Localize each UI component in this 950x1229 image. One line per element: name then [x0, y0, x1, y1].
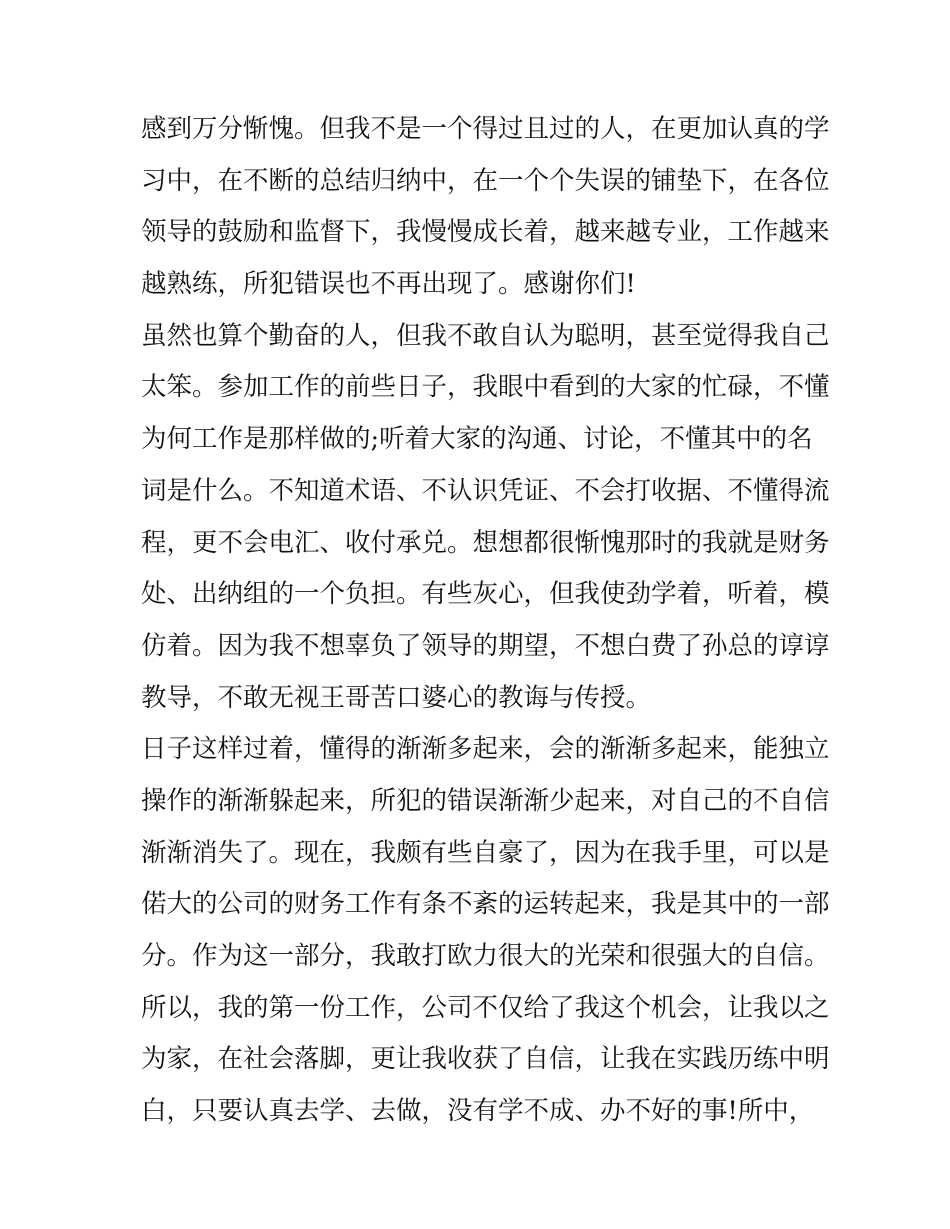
text-line: 处、出纳组的一个负担。有些灰心，但我使劲学着，听着，模	[141, 579, 830, 610]
text-line: 教导，不敢无视王哥苦口婆心的教诲与传授。	[141, 682, 652, 713]
text-line: 太笨。参加工作的前些日子，我眼中看到的大家的忙碌，不懂	[141, 372, 830, 403]
text-line: 感到万分惭愧。但我不是一个得过且过的人，在更加认真的学	[141, 114, 830, 144]
text-line: 程，更不会电汇、收付承兑。想想都很惭愧那时的我就是财务	[141, 527, 830, 558]
text-line: 日子这样过着，懂得的渐渐多起来，会的渐渐多起来，能独立	[141, 734, 830, 765]
text-line: 白，只要认真去学、去做，没有学不成、办不好的事!所中，	[141, 1096, 815, 1127]
text-line: 领导的鼓励和监督下，我慢慢成长着，越来越专业，工作越来	[141, 217, 830, 248]
text-line: 为家，在社会落脚，更让我收获了自信，让我在实践历练中明	[141, 1044, 830, 1075]
text-line: 仿着。因为我不想辜负了领导的期望，不想白费了孙总的谆谆	[141, 630, 830, 661]
text-line: 词是什么。不知道术语、不认识凭证、不会打收据、不懂得流	[141, 475, 830, 506]
text-line: 分。作为这一部分，我敢打欧力很大的光荣和很强大的自信。	[141, 941, 830, 971]
text-line: 虽然也算个勤奋的人，但我不敢自认为聪明，甚至觉得我自己	[141, 320, 830, 351]
body-text	[141, 104, 830, 1138]
text-line: 所以，我的第一份工作，公司不仅给了我这个机会，让我以之	[141, 992, 830, 1023]
text-line: 偌大的公司的财务工作有条不紊的运转起来，我是其中的一部	[141, 889, 830, 920]
text-line: 越熟练，所犯错误也不再出现了。感谢你们!	[141, 269, 636, 300]
text-line: 渐渐消失了。现在，我颇有些自豪了，因为在我手里，可以是	[141, 837, 830, 868]
text-line: 操作的渐渐躲起来，所犯的错误渐渐少起来，对自己的不自信	[141, 785, 830, 816]
text-line: 习中，在不断的总结归纳中，在一个个失误的铺垫下，在各位	[141, 165, 830, 196]
text-line: 为何工作是那样做的;听着大家的沟通、讨论，不懂其中的名	[141, 424, 813, 455]
